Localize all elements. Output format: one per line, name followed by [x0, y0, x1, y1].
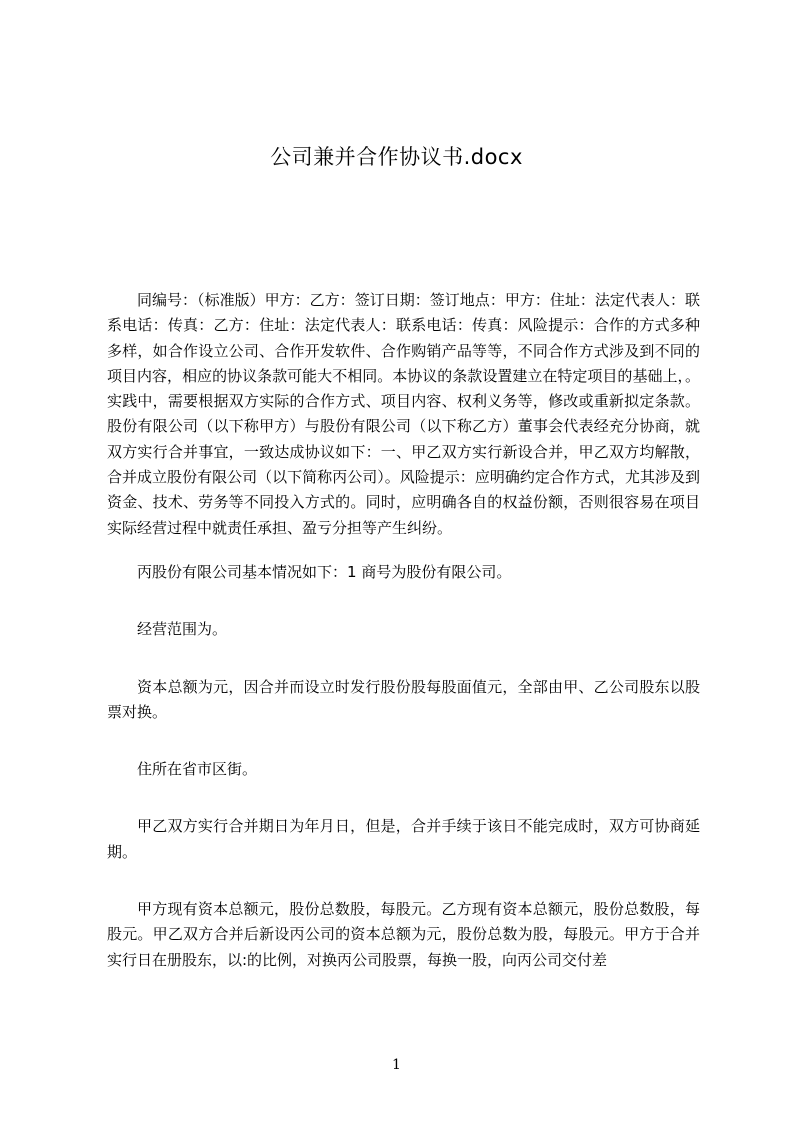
paragraph-company-info: 丙股份有限公司基本情况如下：1 商号为股份有限公司。 — [137, 562, 512, 581]
paragraph-capital: 资本总额为元，因合并而设立时发行股份股每股面值元，全部由甲、乙公司股东以股票对换。 — [107, 677, 700, 721]
page-number: 1 — [392, 1057, 401, 1073]
paragraph-address: 住所在省市区街。 — [137, 760, 258, 779]
document-title: 公司兼并合作协议书.docx — [270, 145, 523, 169]
paragraph-business-scope: 经营范围为。 — [137, 620, 228, 639]
paragraph-share-exchange: 甲方现有资本总额元，股份总数股，每股元。乙方现有资本总额元，股份总数股，每股元。甲乙双方合并后新设丙公司的资本总额为元，股份总数为股，每股元。甲方于合并实行日在册股东，以:的比例，对换丙公司股票，每换一股，向丙公司交付差 — [107, 900, 700, 969]
paragraph-merger-date: 甲乙双方实行合并期日为年月日，但是，合并手续于该日不能完成时，双方可协商延期。 — [107, 817, 700, 861]
document-body — [107, 288, 700, 973]
paragraph-contract-intro: 同编号：（标准版）甲方：乙方：签订日期：签订地点：甲方：住址：法定代表人：联系电话：传真：乙方：住址：法定代表人：联系电话：传真：风险提示：合作的方式多种多样，如合作设立公司、合作开发软件、合作购销产品等等，不同合作方式涉及到不同的项目内容，相应的协议条款可能大不相同。本协议的条款设置建立在特定项目的基础上，。实践中，需要根据双方实际的合作方式、项目内容、权利义务等，修改或重新拟定条款。股份有限公司（以下称甲方）与股份有限公司（以下称乙方）董事会代表经充分协商，就双方实行合并事宜，一致达成协议如下：一、甲乙双方实行新设合并，甲乙双方均解散，合并成立股份有限公司（以下简称丙公司）。风险提示：应明确约定合作方式，尤其涉及到资金、技术、劳务等不同投入方式的。同时，应明确各自的权益份额，否则很容易在项目实际经营过程中就责任承担、盈亏分担等产生纠纷。 — [107, 291, 700, 537]
